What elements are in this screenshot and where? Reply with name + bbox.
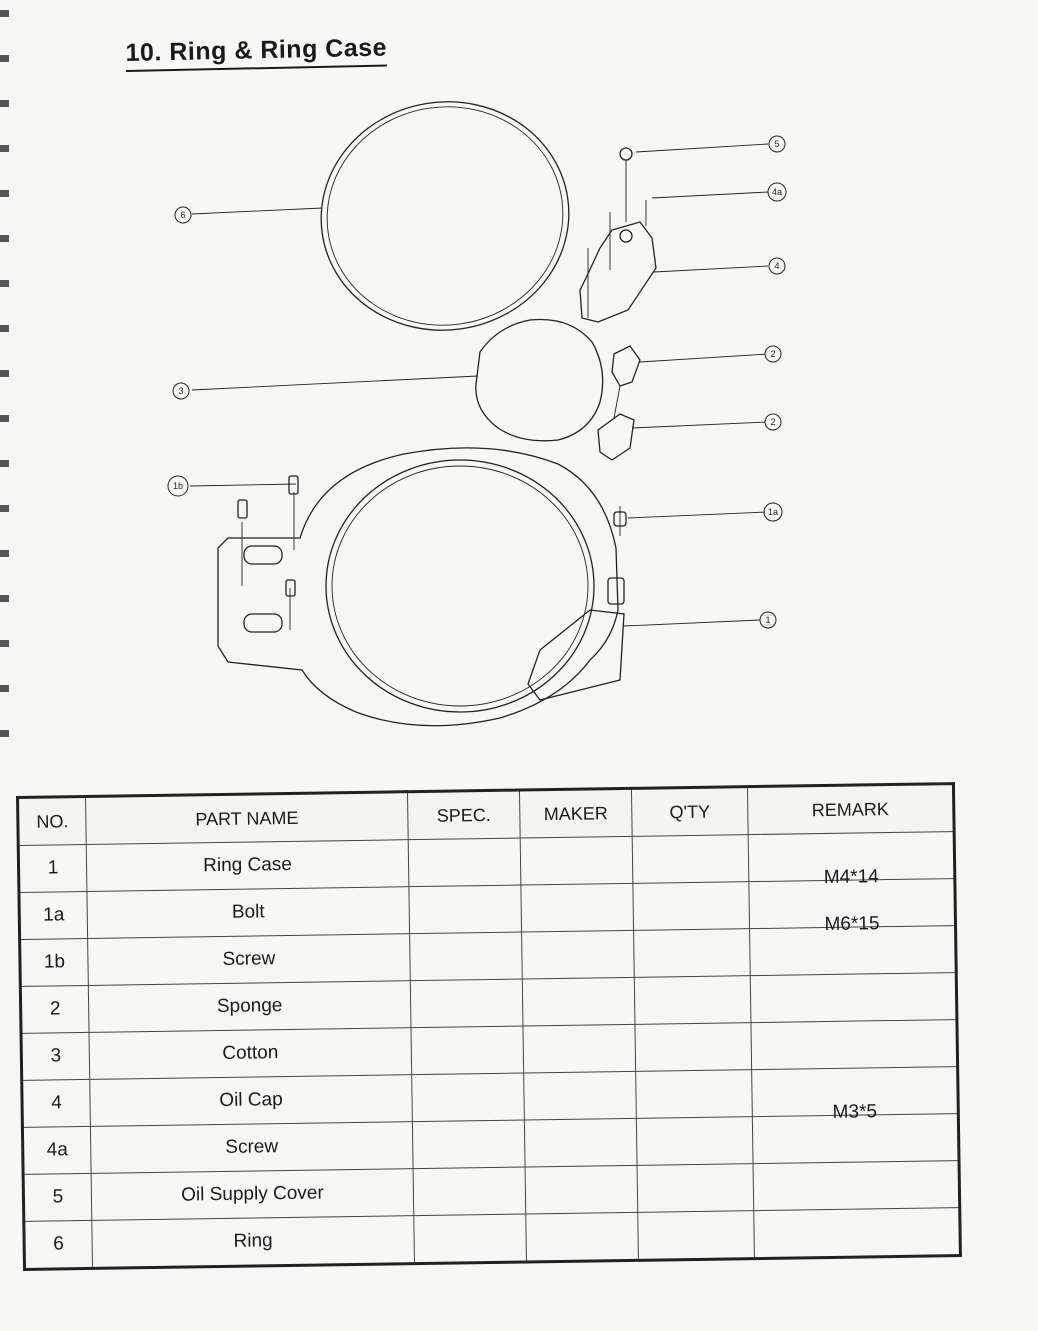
cell-part-name: Oil Cap	[90, 1075, 413, 1127]
remark-text: M3*5	[832, 1101, 878, 1123]
cell-remark	[751, 1020, 958, 1070]
cell-no: 5	[23, 1173, 92, 1221]
callout-1b: 1b	[172, 481, 184, 491]
cell-maker	[524, 1071, 637, 1120]
cell-qty	[632, 835, 749, 884]
header-no: NO.	[18, 796, 87, 845]
cell-spec	[411, 1026, 524, 1075]
cell-spec	[408, 838, 521, 887]
cell-qty	[636, 1070, 753, 1119]
cell-remark	[750, 973, 957, 1023]
cell-spec	[413, 1167, 526, 1216]
exploded-parts-diagram	[0, 80, 1038, 780]
cell-maker	[524, 1118, 637, 1167]
cell-spec	[410, 979, 523, 1028]
cell-part-name: Ring Case	[86, 840, 409, 892]
cell-part-name: Screw	[90, 1122, 413, 1174]
callout-6: 6	[180, 210, 186, 220]
cell-qty	[634, 929, 751, 978]
cell-no: 1a	[19, 891, 88, 939]
header-spec: SPEC.	[407, 790, 520, 840]
cell-no: 1	[18, 844, 87, 892]
cell-no: 3	[21, 1032, 90, 1080]
cell-no: 4	[22, 1079, 91, 1127]
cell-part-name: Screw	[88, 934, 411, 986]
cell-no: 1b	[20, 938, 89, 986]
cell-remark	[752, 1101, 959, 1164]
cell-remark	[753, 1161, 960, 1211]
header-qty: Q'TY	[631, 787, 748, 837]
cell-no: 4a	[22, 1126, 91, 1174]
cell-qty	[635, 1023, 752, 1072]
cell-maker	[522, 977, 635, 1026]
cell-part-name: Sponge	[88, 981, 411, 1033]
cell-spec	[409, 885, 522, 934]
remark-text: M4*14	[823, 866, 879, 889]
ring-part	[306, 86, 583, 346]
remark-text: M6*15	[824, 913, 880, 936]
cell-maker	[525, 1165, 638, 1214]
page-title: 10. Ring & Ring Case	[125, 35, 387, 72]
cell-part-name: Bolt	[87, 887, 410, 939]
cell-part-name: Oil Supply Cover	[91, 1169, 414, 1221]
cell-qty	[634, 976, 751, 1025]
cell-spec	[414, 1214, 527, 1264]
cotton-part	[476, 319, 603, 440]
cell-qty	[638, 1211, 755, 1261]
cell-maker	[523, 1024, 636, 1073]
callout-1: 1	[765, 615, 771, 625]
cell-remark	[750, 913, 957, 976]
cell-maker	[520, 836, 633, 885]
callout-5: 5	[774, 139, 780, 149]
callout-2a: 2	[770, 349, 776, 359]
callout-1a: 1a	[767, 507, 779, 517]
oil-cap-part	[580, 148, 656, 322]
cell-qty	[637, 1164, 754, 1213]
header-remark: REMARK	[747, 784, 954, 835]
cell-spec	[410, 932, 523, 981]
cell-part-name: Cotton	[89, 1028, 412, 1080]
ring-case-part	[218, 448, 626, 726]
cell-no: 6	[24, 1220, 93, 1269]
callout-3: 3	[178, 386, 184, 396]
cell-part-name: Ring	[92, 1216, 415, 1269]
cell-spec	[412, 1120, 525, 1169]
callout-4: 4	[774, 261, 780, 271]
header-maker: MAKER	[519, 788, 632, 838]
cell-qty	[636, 1117, 753, 1166]
cell-spec	[412, 1073, 525, 1122]
cell-remark	[754, 1208, 961, 1259]
cell-qty	[633, 882, 750, 931]
parts-table	[16, 782, 962, 1271]
cell-maker	[526, 1212, 639, 1262]
sponge-part	[598, 346, 640, 460]
callout-2b: 2	[770, 417, 776, 427]
callout-4a: 4a	[771, 187, 783, 197]
cell-no: 2	[20, 985, 89, 1033]
header-part-name: PART NAME	[86, 792, 409, 845]
cell-maker	[522, 930, 635, 979]
cell-maker	[521, 883, 634, 932]
